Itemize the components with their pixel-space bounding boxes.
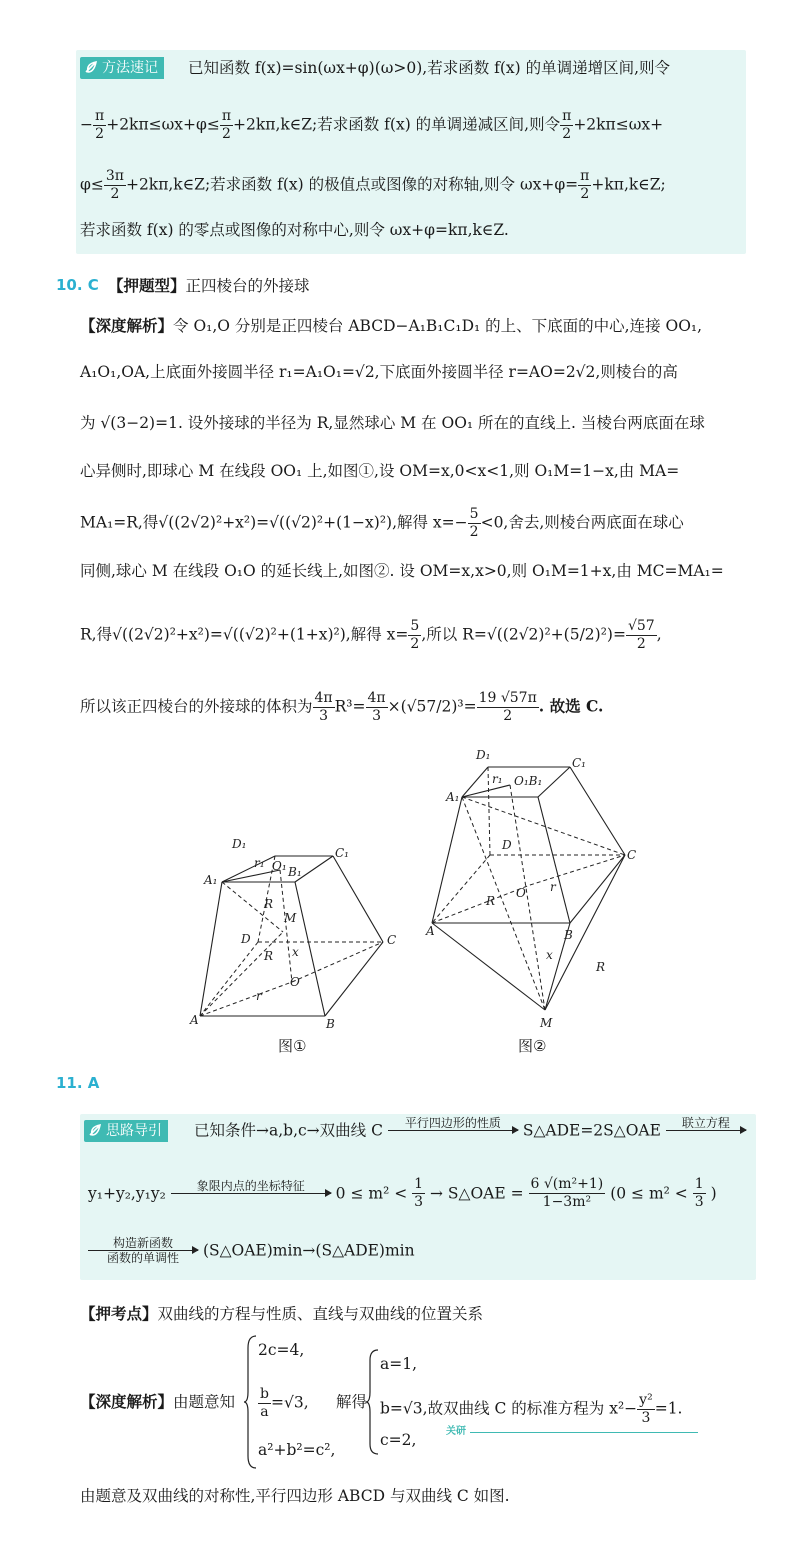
- q11-last-line: 由题意及双曲线的对称性,平行四边形 ABCD 与双曲线 C 如图.: [80, 1487, 510, 1505]
- q10-para-1: 【深度解析】令 O₁,O 分别是正四棱台 ABCD−A₁B₁C₁D₁ 的上、下底面的中心,连接 OO₁,: [80, 317, 703, 335]
- svg-text:B: B: [326, 1017, 335, 1030]
- svg-text:O₁B₁: O₁B₁: [514, 774, 543, 788]
- svg-text:C: C: [627, 848, 637, 862]
- svg-text:D₁: D₁: [476, 748, 491, 762]
- q10-para-6: 同侧,球心 M 在线段 O₁O 的延长线上,如图②. 设 OM=x,x>0,则 O₁M=1+x,由 MC=MA₁=: [80, 562, 724, 580]
- leaf-icon: [88, 1123, 102, 1137]
- svg-text:A: A: [426, 924, 435, 938]
- svg-text:x: x: [546, 948, 553, 962]
- q10-para-3: 为 √(3−2)=1. 设外接球的半径为 R,显然球心 M 在 OO₁ 所在的直线上. 当棱台两底面在球: [80, 414, 705, 432]
- svg-text:R: R: [264, 949, 274, 963]
- svg-text:r₁: r₁: [254, 856, 265, 870]
- svg-text:A₁: A₁: [204, 873, 218, 887]
- svg-text:R: R: [264, 897, 274, 911]
- svg-text:x: x: [292, 945, 299, 959]
- leaf-icon: [84, 60, 98, 74]
- svg-text:O₁: O₁: [272, 859, 287, 873]
- sys2-eq1: a=1,: [380, 1355, 418, 1373]
- figure-2: [420, 745, 660, 1035]
- method-line-2: − $\frac{\pi}{2}$ +2kπ≤ωx+φ≤ $\frac{\pi}{2}$ +2kπ,k∈Z;若求函数 f(x) 的单调递减区间,则令 $\frac{\pi}{2}$ +2kπ≤ωx+: [80, 108, 664, 142]
- figure-2-caption: 图②: [518, 1037, 547, 1055]
- brace-2: [366, 1348, 380, 1456]
- figure-1-caption: 图①: [278, 1037, 307, 1055]
- q10-para-2: A₁O₁,OA,上底面外接圆半径 r₁=A₁O₁=√2,下底面外接圆半径 r=AO=2√2,则棱台的高: [80, 363, 678, 381]
- method-line-1: 已知函数 f(x)=sin(ωx+φ)(ω>0),若求函数 f(x) 的单调递增区间,则令: [188, 59, 671, 77]
- sys2-eq3: c=2,: [380, 1431, 417, 1449]
- q10-para-4: 心异侧时,即球心 M 在线段 OO₁ 上,如图①,设 OM=x,0<x<1,则 O₁M=1−x,由 MA=: [80, 462, 680, 480]
- svg-text:R: R: [596, 960, 606, 974]
- svg-text:A₁: A₁: [446, 790, 460, 804]
- sys1-eq2: $\frac{b}{a}$ =√3,: [260, 1386, 309, 1420]
- svg-text:D: D: [241, 932, 251, 946]
- svg-text:D₁: D₁: [232, 837, 247, 851]
- idea-tag-label: 思路导引: [106, 1123, 162, 1139]
- svg-text:O: O: [516, 886, 526, 900]
- svg-text:C: C: [387, 933, 397, 947]
- figure-1: [180, 830, 410, 1030]
- idea-row-3: 构造新函数 函数的单调性 (S△OAE)min→(S△ADE)min: [88, 1236, 415, 1265]
- svg-text:C₁: C₁: [335, 846, 349, 860]
- q10-header: 【押题型】正四棱台的外接球: [108, 277, 310, 295]
- q10-para-5: MA₁=R,得√((2√2)²+x²)=√((√2)²+(1−x)²),解得 x=− $\frac{5}{2}$ <0,舍去,则棱台两底面在球心: [80, 506, 684, 540]
- svg-text:r₁: r₁: [492, 772, 503, 786]
- watermark-line: [470, 1432, 698, 1433]
- svg-text:R: R: [486, 894, 496, 908]
- idea-row-2: y₁+y₂,y₁y₂ 象限内点的坐标特征 0 ≤ m² < $\frac{1}{3}$ → S△OAE = $\frac{\text{6 √(m²+1)}}{\text{1−3m²}}$ (0 ≤ m² < $\frac{1}{3}$ ): [88, 1176, 717, 1210]
- q11-key-point: 【押考点】双曲线的方程与性质、直线与双曲线的位置关系: [80, 1305, 484, 1323]
- q11-solution-label: 【深度解析】由题意知: [80, 1393, 236, 1411]
- svg-text:B: B: [564, 928, 573, 942]
- svg-text:r: r: [550, 880, 556, 894]
- q10-number: 10. C: [56, 276, 99, 294]
- q11-number: 11. A: [56, 1074, 100, 1092]
- method-line-4: 若求函数 f(x) 的零点或图像的对称中心,则令 ωx+φ=kπ,k∈Z.: [80, 221, 509, 239]
- brace-1: [244, 1334, 258, 1470]
- solve-word: 解得: [336, 1393, 368, 1411]
- svg-text:O: O: [290, 975, 300, 989]
- watermark: 关研: [446, 1426, 466, 1437]
- svg-text:C₁: C₁: [572, 756, 586, 770]
- sys2-eq2: b=√3,故双曲线 C 的标准方程为 x²− $\frac{\text{y²}}{3}$ =1.: [380, 1392, 683, 1426]
- svg-text:D: D: [502, 838, 512, 852]
- method-tag: [80, 57, 164, 79]
- method-line-3: φ≤ $\frac{3\pi}{2}$ +2kπ,k∈Z;若求函数 f(x) 的极值点或图像的对称轴,则令 ωx+φ= $\frac{\pi}{2}$ +kπ,k∈Z;: [80, 168, 666, 202]
- q10-para-7: R,得√((2√2)²+x²)=√((√2)²+(1+x)²),解得 x= $\frac{5}{2}$ ,所以 R=√((2√2)²+(5/2)²)= $\frac{√57}{2}$ ,: [80, 618, 662, 652]
- sys1-eq1: 2c=4,: [258, 1341, 305, 1359]
- idea-row-1: 已知条件→a,b,c→双曲线 C 平行四边形的性质 S△ADE=2S△OAE 联立方程: [194, 1116, 746, 1145]
- svg-text:M: M: [540, 1016, 553, 1030]
- svg-text:B₁: B₁: [288, 865, 302, 879]
- sys1-eq3: a²+b²=c²,: [258, 1441, 336, 1459]
- svg-text:A: A: [190, 1013, 199, 1027]
- idea-tag: [84, 1120, 168, 1142]
- q10-para-8: 所以该正四棱台的外接球的体积为 $\frac{4\pi}{3}$ R³= $\frac{4\pi}{3}$ ×(√57/2)³= $\frac{19 √57\pi}{2}$ . 故选 C.: [80, 690, 604, 724]
- svg-text:M: M: [284, 911, 297, 925]
- method-tag-label: 方法速记: [102, 60, 158, 76]
- svg-text:r: r: [256, 989, 262, 1003]
